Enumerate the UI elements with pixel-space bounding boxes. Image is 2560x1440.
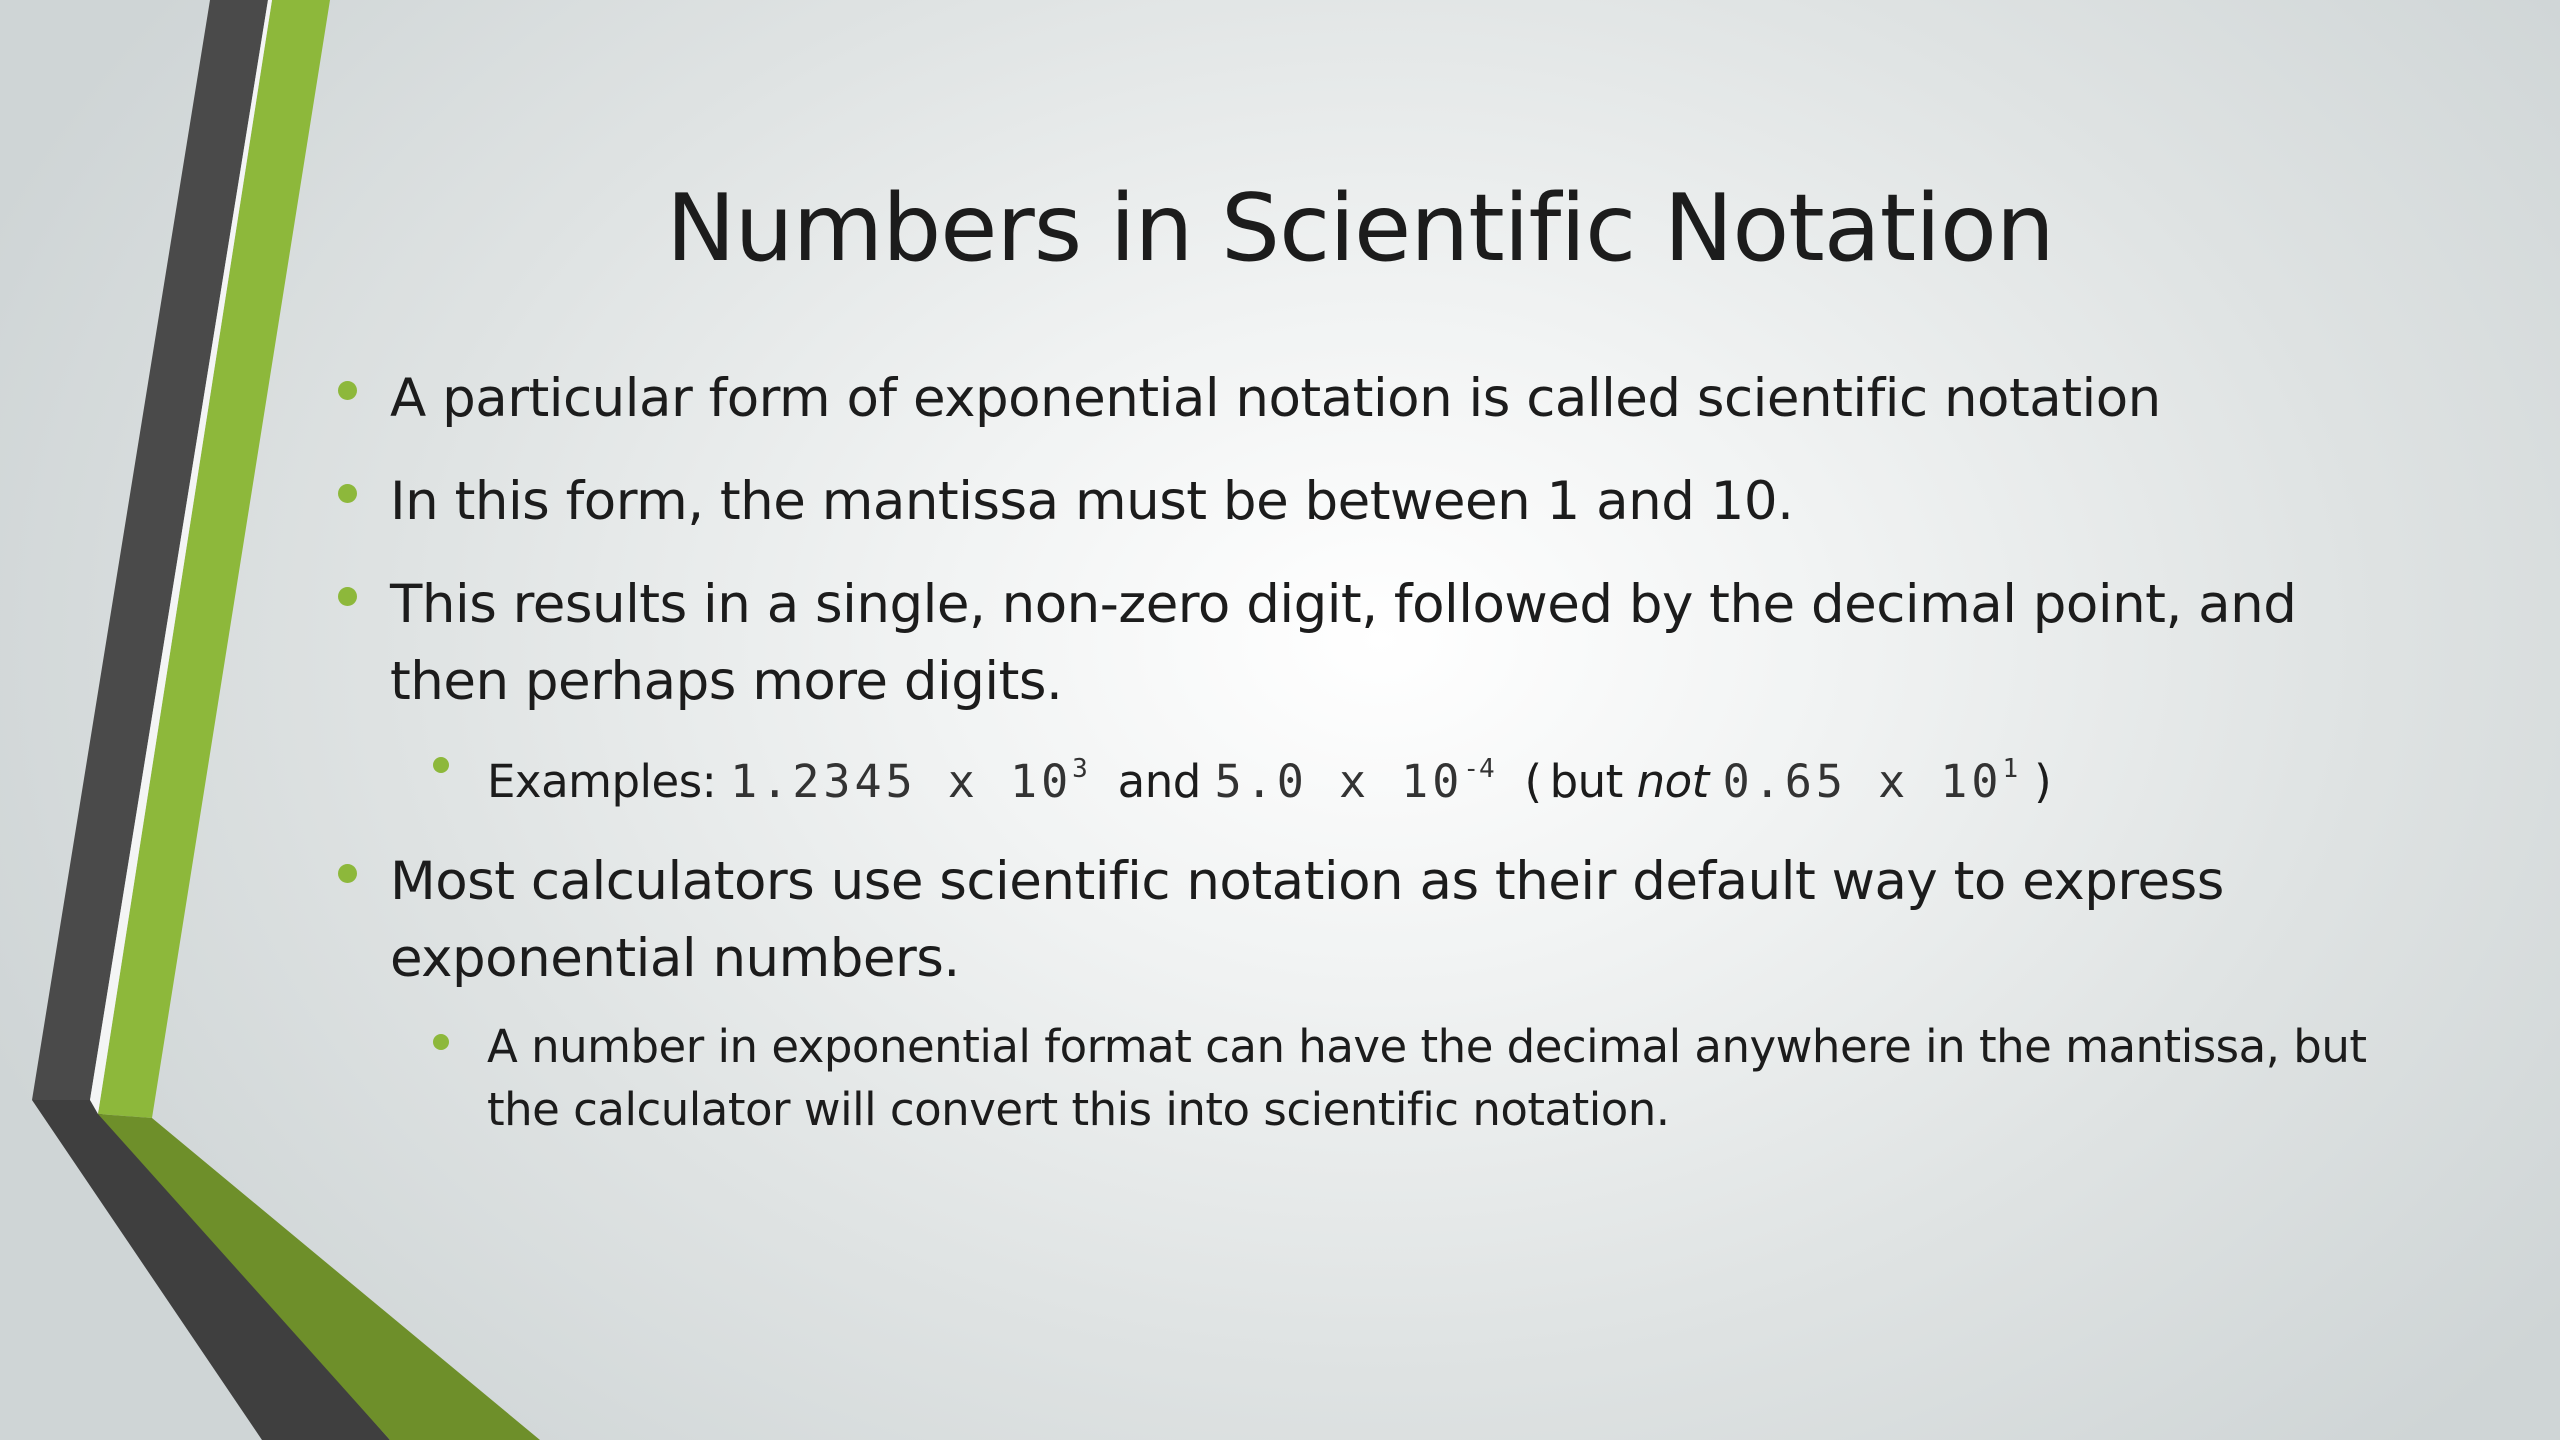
bullet-item [335, 360, 2405, 437]
sub-bullet-dot [433, 757, 449, 773]
slide-title: Numbers in Scientific Notation [666, 174, 2054, 282]
examples-joiner: and [1117, 755, 1201, 808]
bullet-dot [338, 864, 357, 883]
bullet-list [335, 360, 2405, 1171]
sub-bullet-note [335, 1015, 2405, 1141]
sub-bullet-examples [335, 738, 2405, 813]
example-second-exponent: -4 [1463, 754, 1495, 784]
bullet-dot [338, 381, 357, 400]
not-text: not [1636, 755, 1709, 808]
bullet-text: Most calculators use scientific notation as their default way to express exponential numbers. [390, 851, 2224, 989]
bullet-item [335, 843, 2405, 997]
example-third-mantissa: 0.65 x 10 [1722, 755, 2003, 808]
open-paren: ( [1524, 755, 1542, 808]
bullet-dot [338, 484, 357, 503]
close-paren: ) [2034, 755, 2052, 808]
sub-bullet-dot [433, 1034, 449, 1050]
example-second-mantissa: 5.0 x 10 [1214, 755, 1464, 808]
bullet-text: In this form, the mantissa must be between 1 and 10. [390, 471, 1794, 532]
bullet-item [335, 566, 2405, 720]
bullet-text: This results in a single, non-zero digit, followed by the decimal point, and then perhaps more digits. [390, 574, 2297, 712]
white-gap [90, 0, 272, 1114]
sub-note-text: A number in exponential format can have the decimal anywhere in the mantissa, but the calculator will convert this into scientific notation. [487, 1020, 2367, 1136]
example-first-exponent: 3 [1072, 754, 1088, 784]
but-text: but [1549, 755, 1623, 808]
bullet-text: A particular form of exponential notation is called scientific notation [390, 368, 2161, 429]
bullet-item [335, 463, 2405, 540]
example-third-exponent: 1 [2002, 754, 2019, 784]
example-first-mantissa: 1.2345 x 10 [730, 755, 1073, 808]
bullet-dot [338, 587, 357, 606]
examples-label: Examples: [487, 755, 717, 808]
